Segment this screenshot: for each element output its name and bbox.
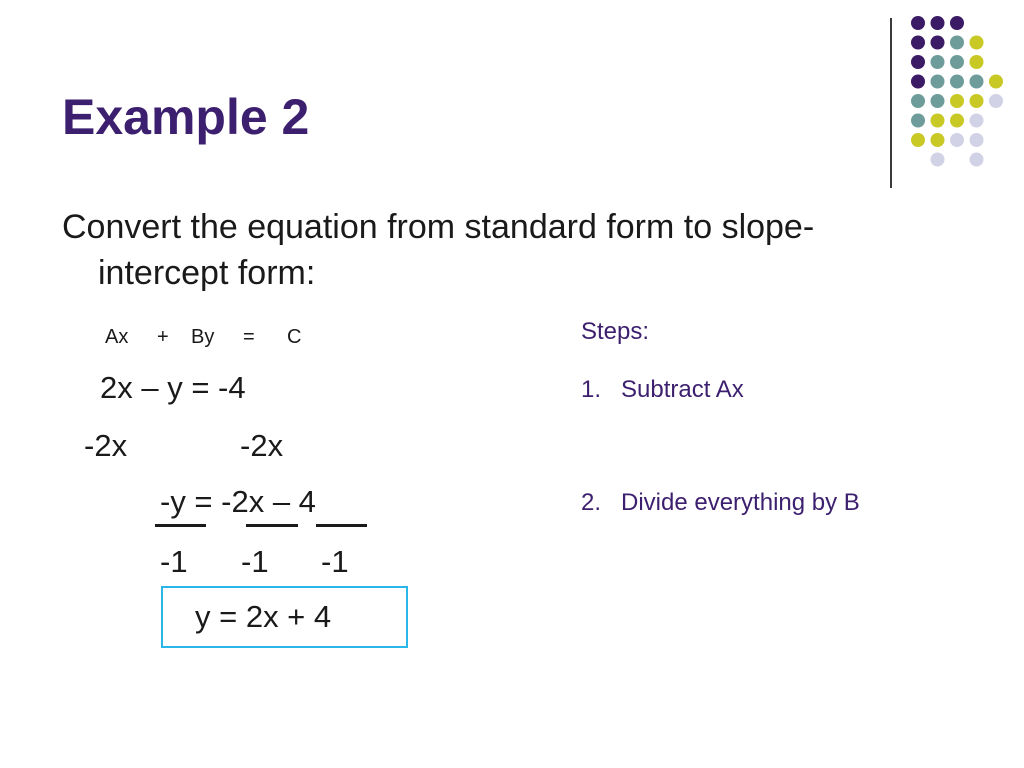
decorative-dot — [931, 114, 945, 128]
decorative-dot — [970, 75, 984, 89]
step-number: 1. — [581, 376, 602, 403]
instruction-line-2: intercept form: — [98, 254, 316, 292]
decorative-dot — [931, 36, 945, 50]
equation-original: 2x – y = -4 — [100, 370, 246, 405]
decorative-dot — [911, 36, 925, 50]
decorative-dot — [970, 94, 984, 108]
decorative-dot — [989, 75, 1003, 89]
standard-form-plus: + — [157, 326, 169, 348]
decorative-dot — [911, 55, 925, 69]
standard-form-c: C — [287, 326, 302, 348]
decorative-dot — [931, 16, 945, 30]
title-divider-line — [890, 18, 892, 188]
decorative-dot — [931, 75, 945, 89]
decorative-dot — [911, 16, 925, 30]
step-text: Divide everything by B — [621, 489, 860, 516]
decorative-dot — [950, 114, 964, 128]
decorative-dot — [950, 94, 964, 108]
subtract-term-right: -2x — [240, 428, 284, 463]
decorative-dot — [989, 94, 1003, 108]
decorative-dot — [950, 75, 964, 89]
decorative-dot — [931, 55, 945, 69]
decorative-dot — [931, 94, 945, 108]
divisor-3: -1 — [321, 544, 349, 579]
decorative-dot — [931, 133, 945, 147]
subtract-term-left: -2x — [84, 428, 128, 463]
decorative-dot — [911, 114, 925, 128]
standard-form-ax: Ax — [105, 326, 129, 348]
fraction-bar-3 — [316, 524, 367, 527]
decorative-dot — [970, 153, 984, 167]
decorative-dot — [950, 55, 964, 69]
standard-form-by: By — [191, 326, 215, 348]
divisor-2: -1 — [241, 544, 269, 579]
decorative-dot — [970, 133, 984, 147]
instruction-line-1: Convert the equation from standard form to slope- — [62, 208, 815, 246]
decorative-dot — [931, 153, 945, 167]
decorative-dot — [950, 36, 964, 50]
fraction-bar-1 — [155, 524, 206, 527]
decorative-dot — [911, 75, 925, 89]
instruction-text — [62, 204, 814, 296]
decorative-dot — [911, 133, 925, 147]
slide-title: Example 2 — [62, 89, 310, 145]
decorative-dot — [970, 36, 984, 50]
fraction-bar-2 — [246, 524, 298, 527]
decorative-dot — [950, 16, 964, 30]
final-answer: y = 2x + 4 — [195, 599, 332, 634]
step-text: Subtract Ax — [621, 376, 744, 403]
step-number: 2. — [581, 489, 602, 516]
standard-form-equals: = — [243, 326, 255, 348]
steps-heading: Steps: — [581, 318, 650, 345]
divisor-1: -1 — [160, 544, 188, 579]
decorative-dot — [911, 94, 925, 108]
decorative-dot — [970, 55, 984, 69]
decorative-dot — [970, 114, 984, 128]
decorative-dot — [950, 133, 964, 147]
equation-after-subtract: -y = -2x – 4 — [160, 484, 316, 519]
